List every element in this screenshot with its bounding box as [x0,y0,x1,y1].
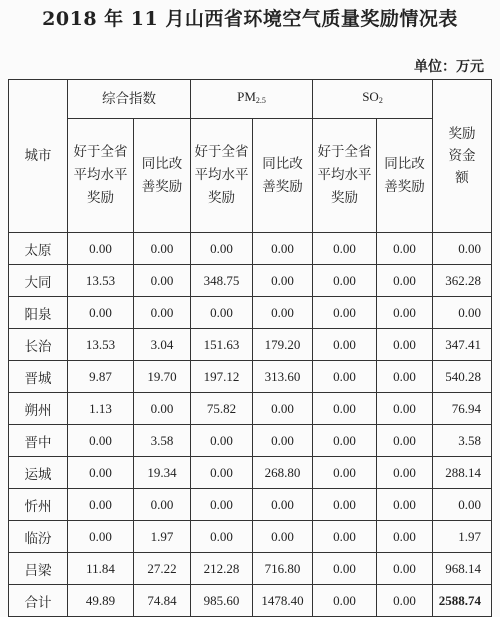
value-cell: 0.00 [68,521,134,553]
pm25-header-subscript: 2.5 [255,96,266,105]
value-cell: 0.00 [313,393,377,425]
value-cell: 0.00 [313,265,377,297]
value-cell: 74.84 [134,585,191,617]
total-cell: 968.14 [433,553,492,585]
value-cell: 0.00 [377,521,433,553]
total-cell: 362.28 [433,265,492,297]
value-cell: 0.00 [191,457,253,489]
value-cell: 3.58 [134,425,191,457]
total-cell: 2588.74 [433,585,492,617]
total-cell: 76.94 [433,393,492,425]
value-cell: 0.00 [313,297,377,329]
value-cell: 0.00 [377,233,433,265]
value-cell: 0.00 [68,297,134,329]
value-cell: 313.60 [253,361,313,393]
value-cell: 0.00 [377,393,433,425]
total-cell: 1.97 [433,521,492,553]
pm25-better-label: 好于全省平均水平奖励 [194,144,249,206]
value-cell: 0.00 [134,265,191,297]
total-cell: 540.28 [433,361,492,393]
value-cell: 0.00 [377,297,433,329]
table-row [9,361,492,393]
value-cell: 9.87 [68,361,134,393]
city-cell: 朔州 [9,393,68,425]
value-cell: 0.00 [191,521,253,553]
value-cell: 0.00 [313,425,377,457]
value-cell: 0.00 [377,361,433,393]
value-cell: 1478.40 [253,585,313,617]
table-row [9,265,492,297]
pm25-header [191,80,313,119]
reward-table [8,79,492,617]
value-cell: 985.60 [191,585,253,617]
value-cell: 0.00 [377,457,433,489]
value-cell: 0.00 [134,393,191,425]
city-cell: 大同 [9,265,68,297]
composite-yoy-label: 同比改善奖励 [141,155,183,195]
value-cell: 0.00 [377,553,433,585]
value-cell: 0.00 [377,425,433,457]
total-cell: 0.00 [433,489,492,521]
value-cell: 0.00 [191,297,253,329]
value-cell: 0.00 [377,585,433,617]
value-cell: 0.00 [313,361,377,393]
value-cell: 0.00 [377,329,433,361]
so2-header-base: SO [362,89,379,104]
value-cell: 348.75 [191,265,253,297]
total-cell: 0.00 [433,233,492,265]
value-cell: 0.00 [253,521,313,553]
table-row [9,393,492,425]
value-cell: 19.70 [134,361,191,393]
value-cell: 197.12 [191,361,253,393]
value-cell: 11.84 [68,553,134,585]
value-cell: 0.00 [253,489,313,521]
value-cell: 268.80 [253,457,313,489]
value-cell: 212.28 [191,553,253,585]
total-row [9,585,492,617]
value-cell: 0.00 [313,585,377,617]
value-cell: 0.00 [377,489,433,521]
value-cell: 1.97 [134,521,191,553]
table-row [9,553,492,585]
total-cell: 3.58 [433,425,492,457]
table-body [9,233,492,617]
so2-better-header [313,119,377,233]
city-cell: 合计 [9,585,68,617]
city-cell: 太原 [9,233,68,265]
so2-header [313,80,433,119]
table-row [9,329,492,361]
value-cell: 0.00 [191,425,253,457]
city-cell: 运城 [9,457,68,489]
unit-label: 单位：万元 [414,59,484,75]
so2-yoy-header [377,119,433,233]
pm25-yoy-header [253,119,313,233]
table-row [9,233,492,265]
table-row [9,425,492,457]
pm25-yoy-label: 同比改善奖励 [262,155,303,195]
value-cell: 0.00 [68,457,134,489]
value-cell: 0.00 [191,233,253,265]
value-cell: 0.00 [68,233,134,265]
city-header: 城市 [9,80,68,233]
value-cell: 0.00 [134,297,191,329]
value-cell: 0.00 [253,233,313,265]
value-cell: 0.00 [253,297,313,329]
total-header-label: 奖励资金额 [448,126,476,186]
city-cell: 临汾 [9,521,68,553]
value-cell: 716.80 [253,553,313,585]
header-row-top [9,80,492,119]
total-cell: 0.00 [433,297,492,329]
table-row [9,297,492,329]
composite-index-header: 综合指数 [68,80,191,119]
composite-better-header [68,119,134,233]
value-cell: 1.13 [68,393,134,425]
value-cell: 19.34 [134,457,191,489]
total-header [433,80,492,233]
value-cell: 0.00 [253,393,313,425]
header-row-sub [9,119,492,233]
value-cell: 13.53 [68,265,134,297]
value-cell: 0.00 [377,265,433,297]
value-cell: 151.63 [191,329,253,361]
city-cell: 晋城 [9,361,68,393]
value-cell: 0.00 [313,329,377,361]
value-cell: 0.00 [253,265,313,297]
value-cell: 179.20 [253,329,313,361]
value-cell: 0.00 [134,233,191,265]
table-row [9,521,492,553]
value-cell: 3.04 [134,329,191,361]
so2-header-subscript: 2 [378,96,383,105]
table-row [9,489,492,521]
total-cell: 288.14 [433,457,492,489]
value-cell: 0.00 [191,489,253,521]
city-cell: 吕梁 [9,553,68,585]
city-cell: 阳泉 [9,297,68,329]
composite-yoy-header [134,119,191,233]
value-cell: 0.00 [313,457,377,489]
so2-yoy-label: 同比改善奖励 [384,155,425,195]
value-cell: 0.00 [313,553,377,585]
city-cell: 长治 [9,329,68,361]
table-row [9,457,492,489]
city-cell: 晋中 [9,425,68,457]
value-cell: 0.00 [253,425,313,457]
value-cell: 13.53 [68,329,134,361]
total-cell: 347.41 [433,329,492,361]
value-cell: 0.00 [313,233,377,265]
value-cell: 0.00 [313,489,377,521]
pm25-better-header [191,119,253,233]
pm25-header-base: PM [237,89,256,104]
value-cell: 49.89 [68,585,134,617]
value-cell: 27.22 [134,553,191,585]
composite-better-label: 好于全省平均水平奖励 [73,144,128,206]
value-cell: 0.00 [68,489,134,521]
value-cell: 0.00 [68,425,134,457]
city-cell: 忻州 [9,489,68,521]
value-cell: 0.00 [134,489,191,521]
so2-better-label: 好于全省平均水平奖励 [317,144,372,206]
value-cell: 0.00 [313,521,377,553]
page-title: 2018 年 11 月山西省环境空气质量奖励情况表 [42,8,458,30]
value-cell: 75.82 [191,393,253,425]
